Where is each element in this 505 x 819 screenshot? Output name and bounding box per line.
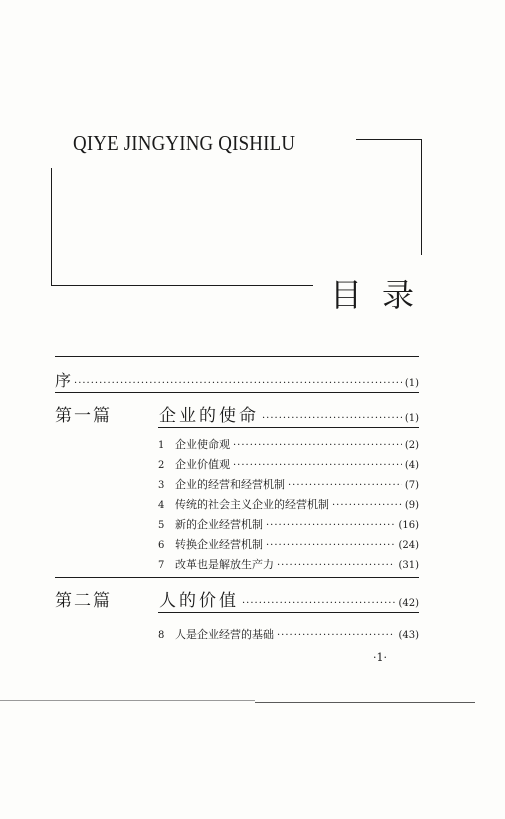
toc-entry [158,456,419,472]
page-ref: (1) [404,378,419,389]
leader-dots [332,500,402,511]
leader-dots [266,520,395,531]
entry-number: 5 [158,520,165,531]
section-rule [158,427,419,428]
leader-dots [288,480,402,491]
leader-dots [233,460,402,471]
leader-dots [277,560,395,571]
entry-title: 传统的社会主义企业的经营机制 [175,498,329,511]
page-ref: (16) [398,520,419,531]
frame-top-rule [356,139,422,140]
entry-title: 新的企业经营机制 [175,518,263,531]
leader-dots [266,540,395,551]
preface-label: 序 [55,371,72,390]
toc-entry [158,516,419,532]
page-ref: (43) [398,630,419,641]
scan-edge-line [255,702,475,703]
page-ref: (7) [404,480,419,491]
entry-title: 转换企业经营机制 [175,538,263,551]
page-number: ·1· [373,651,387,664]
toc-preface [55,368,419,391]
entry-title: 人是企业经营的基础 [175,628,274,641]
toc-entry [158,626,419,642]
toc-part-1 [55,401,419,426]
toc-entry [158,536,419,552]
section-rule [55,392,419,393]
part-title: 企业的使命 [159,406,259,426]
entry-title: 改革也是解放生产力 [175,558,274,571]
section-rule [158,612,419,613]
scan-edge-line [0,700,255,701]
page-ref: (42) [398,598,419,609]
entry-number: 4 [158,500,165,511]
section-rule [55,356,419,357]
entry-number: 3 [158,480,165,491]
entry-title: 企业使命观 [175,438,230,451]
book-pinyin-title: QIYE JINGYING QISHILU [73,131,296,155]
toc-entry [158,556,419,572]
part-label: 第一篇 [55,406,112,426]
page-ref: (2) [404,440,419,451]
page-ref: (1) [404,413,419,424]
leader-dots [233,440,402,451]
page-title: 目录 [330,276,435,314]
leader-dots [74,378,402,389]
page-ref: (31) [398,560,419,571]
part-title: 人的价值 [159,591,239,611]
frame-bottom-rule [51,285,313,286]
entry-number: 6 [158,540,165,551]
entry-number: 1 [158,440,165,451]
leader-dots [277,630,395,641]
page-ref: (4) [404,460,419,471]
entry-title: 企业价值观 [175,458,230,471]
entry-title: 企业的经营和经营机制 [175,478,285,491]
toc-entry [158,496,419,512]
frame-left-rule [51,168,52,286]
entry-number: 7 [158,560,165,571]
page-ref: (9) [404,500,419,511]
toc-entry [158,476,419,492]
page-ref: (24) [398,540,419,551]
entry-number: 2 [158,460,165,471]
entry-number: 8 [158,630,165,641]
leader-dots [242,598,395,609]
toc-part-2 [55,586,419,611]
part-label: 第二篇 [55,591,112,611]
frame-right-rule [421,139,422,255]
leader-dots [262,413,402,424]
section-rule [55,577,419,578]
toc-entry [158,436,419,452]
